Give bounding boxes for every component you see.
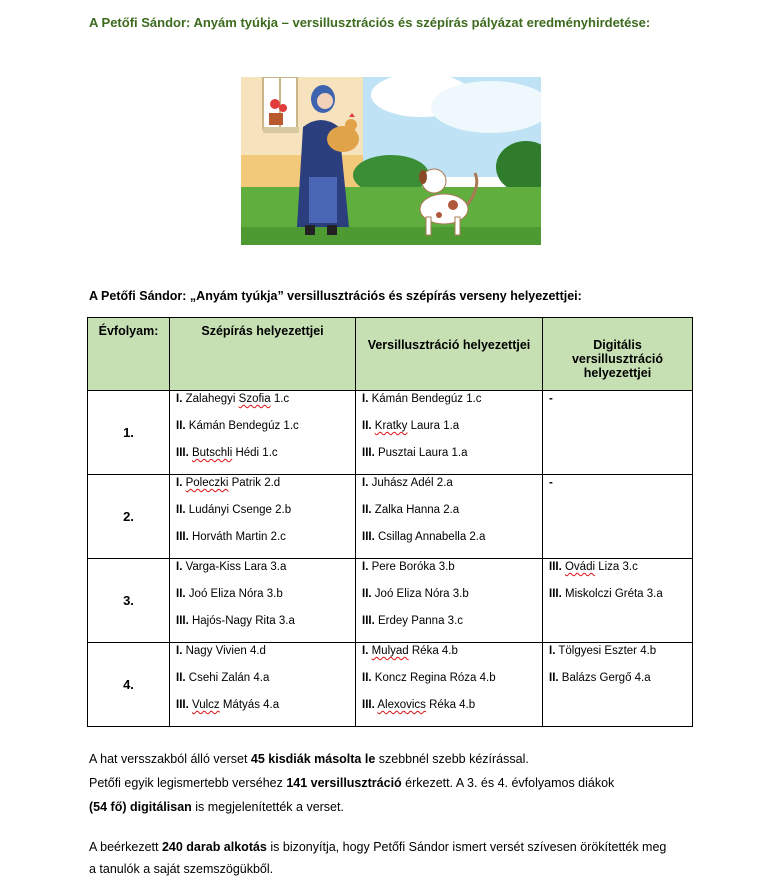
placement-entry: I. Poleczki Patrik 2.d	[176, 477, 281, 489]
placement-entry: III. Vulcz Mátyás 4.a	[176, 699, 280, 711]
placement-entry: II. Kámán Bendegúz 1.c	[176, 420, 299, 432]
table-row	[88, 475, 693, 559]
placement-entry: III. Alexovics Réka 4.b	[362, 699, 476, 711]
placement-entry: I. Nagy Vivien 4.d	[176, 645, 266, 657]
placement-entry: III. Miskolczi Gréta 3.a	[549, 588, 663, 600]
header-digital-illustration: Digitális versillusztráció helyezettjei	[543, 318, 693, 391]
calligraphy-cell	[170, 643, 356, 727]
placement-entry: II. Zalka Hanna 2.a	[362, 504, 460, 516]
placement-entry: III. Ovádi Liza 3.c	[549, 561, 638, 573]
summary-paragraph-1: A hat versszakból álló verset 45 kisdiák másolta le szebbnél szebb kézírással.	[89, 752, 529, 766]
illustration-cell	[356, 559, 543, 643]
summary-paragraph-4: A beérkezett 240 darab alkotás is bizonyítja, hogy Petőfi Sándor ismert versét szívesen örökítették meg	[89, 840, 667, 854]
table-header-row	[88, 318, 693, 391]
header-grade: Évfolyam:	[88, 318, 170, 391]
placement-entry: II. Balázs Gergő 4.a	[549, 672, 651, 684]
calligraphy-cell	[170, 559, 356, 643]
grade-cell: 3.	[88, 559, 170, 643]
digital-cell	[543, 643, 693, 727]
summary-paragraph-2: Petőfi egyik legismertebb verséhez 141 versillusztráció érkezett. A 3. és 4. évfolyamos diákok	[89, 776, 615, 790]
illustration-cell	[356, 475, 543, 559]
placement-entry: II. Joó Eliza Nóra 3.b	[362, 588, 469, 600]
page-title: A Petőfi Sándor: Anyám tyúkja – versillusztrációs és szépírás pályázat eredményhirdetése:	[89, 15, 651, 30]
placement-entry: III. Csillag Annabella 2.a	[362, 531, 486, 543]
calligraphy-cell	[170, 391, 356, 475]
table-row	[88, 391, 693, 475]
placement-entry: II. Ludányi Csenge 2.b	[176, 504, 292, 516]
placement-entry: I. Pere Boróka 3.b	[362, 561, 455, 573]
calligraphy-cell	[170, 475, 356, 559]
header-illustration: Versillusztráció helyezettjei	[356, 318, 543, 391]
table-row	[88, 643, 693, 727]
summary-paragraph-5: a tanulók a saját szemszögükből.	[89, 862, 274, 876]
placement-entry: I. Mulyad Réka 4.b	[362, 645, 458, 657]
placement-entry: I. Tölgyesi Eszter 4.b	[549, 645, 657, 657]
placement-entry: II. Koncz Regina Róza 4.b	[362, 672, 496, 684]
illustration-cell	[356, 391, 543, 475]
digital-cell	[543, 475, 693, 559]
placement-entry: III. Horváth Martin 2.c	[176, 531, 286, 543]
placement-entry: II. Joó Eliza Nóra 3.b	[176, 588, 283, 600]
table-caption: A Petőfi Sándor: „Anyám tyúkja” versillusztrációs és szépírás verseny helyezettjei:	[89, 289, 582, 303]
placement-entry: -	[549, 477, 553, 489]
placement-entry: III. Butschli Hédi 1.c	[176, 447, 278, 459]
summary-paragraph-3: (54 fő) digitálisan is megjelenítették a verset.	[89, 800, 344, 814]
grade-cell: 4.	[88, 643, 170, 727]
placement-entry: I. Juhász Adél 2.a	[362, 477, 453, 489]
table-row	[88, 559, 693, 643]
digital-cell	[543, 559, 693, 643]
digital-cell	[543, 391, 693, 475]
illustration-cell	[356, 643, 543, 727]
placement-entry: II. Csehi Zalán 4.a	[176, 672, 270, 684]
placement-entry: I. Zalahegyi Szofia 1.c	[176, 393, 290, 405]
placement-entry: III. Erdey Panna 3.c	[362, 615, 464, 627]
placement-entry: -	[549, 393, 553, 405]
placement-entry: I. Kámán Bendegúz 1.c	[362, 393, 482, 405]
placement-entry: II. Kratky Laura 1.a	[362, 420, 460, 432]
header-calligraphy: Szépírás helyezettjei	[170, 318, 356, 391]
placement-entry: III. Pusztai Laura 1.a	[362, 447, 468, 459]
grade-cell: 2.	[88, 475, 170, 559]
illustration-image	[241, 77, 541, 245]
placement-entry: III. Hajós-Nagy Rita 3.a	[176, 615, 295, 627]
results-table	[87, 317, 693, 727]
placement-entry: I. Varga-Kiss Lara 3.a	[176, 561, 287, 573]
grade-cell: 1.	[88, 391, 170, 475]
